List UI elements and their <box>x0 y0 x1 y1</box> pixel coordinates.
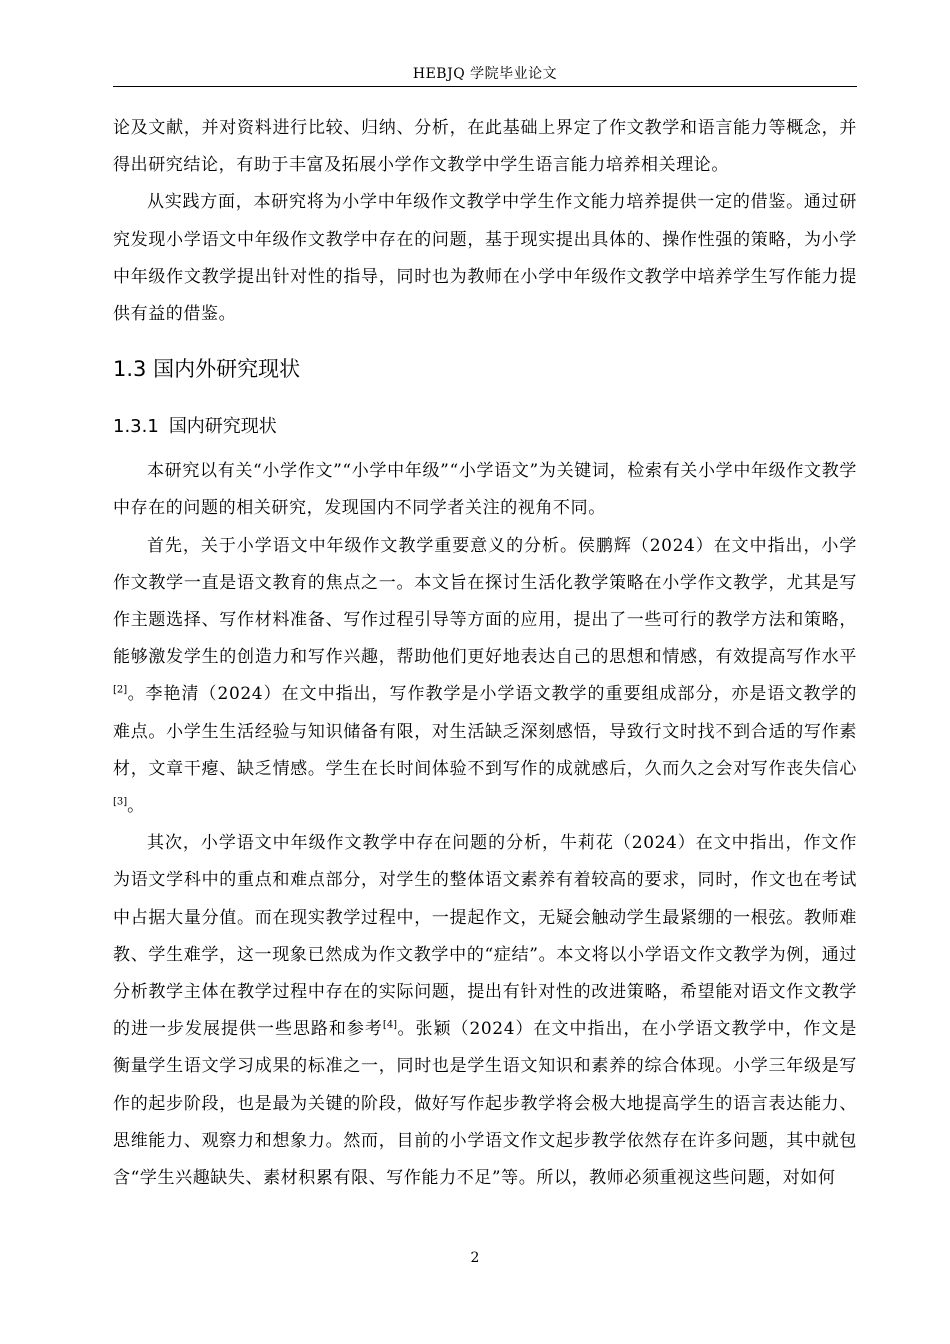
paragraph-problems <box>113 825 857 1197</box>
header-rule <box>113 86 857 87</box>
paragraph-continuation: 论及文献，并对资料进行比较、归纳、分析，在此基础上界定了作文教学和语言能力等概念，并得出研究结论，有助于丰富及拓展小学作文教学中学生语言能力培养相关理论。 <box>113 118 857 176</box>
citation-marker: [3] <box>113 796 128 808</box>
paragraph-significance <box>113 528 857 826</box>
paragraph-practice: 从实践方面，本研究将为小学中年级作文教学中学生作文能力培养提供一定的借鉴。通过研究发现小学语文中年级作文教学中存在的问题，基于现实提出具体的、操作性强的策略，为小学中年级作文教学提出针对性的指导，同时也为教师在小学中年级作文教学中培养学生写作能力提供有益的借鉴。 <box>113 192 857 325</box>
paragraph-text: 。张颖（2024）在文中指出，在小学语文教学中，作文是衡量学生语文学习成果的标准之一，同时也是学生语文知识和素养的综合体现。小学三年级是写作的起步阶段，也是最为关键的阶段，做好写作起步教学将会极大地提高学生的语言表达能力、思维能力、观察力和想象力。然而，目前的小学语文作文起步教学依然存在许多问题，其中就包含“学生兴趣缺失、素材积累有限、写作能力不足”等。所以，教师必须重视这些问题，对如何 <box>113 1019 858 1189</box>
citation-marker: [2] <box>113 684 128 696</box>
subsection-title: 国内研究现状 <box>168 416 277 438</box>
paragraph-text: 。 <box>127 796 145 817</box>
page-body <box>113 110 857 1197</box>
section-heading: 1.3 国内外研究现状 <box>113 357 301 382</box>
running-header: HEBJQ 学院毕业论文 <box>412 66 558 82</box>
paragraph-text: 。李艳清（2024）在文中指出，写作教学是小学语文教学的重要组成部分，亦是语文教学的难点。小学生生活经验与知识储备有限，对生活缺乏深刻感悟，导致行文时找不到合适的写作素材，文章干瘪、缺乏情感。学生在长时间体验不到写作的成就感后，久而久之会对写作丧失信心 <box>113 684 857 779</box>
page-number: 2 <box>470 1250 480 1266</box>
subsection-heading <box>113 409 857 445</box>
paragraph-text: 其次，小学语文中年级作文教学中存在问题的分析，牛莉花（2024）在文中指出，作文作为语文学科中的重点和难点部分，对学生的整体语文素养有着较高的要求，同时，作文也在考试中占据大量分值。而在现实教学过程中，一提起作文，无疑会触动学生最紧绷的一根弦。教师难教、学生难学，这一现象已然成为作文教学中的“症结”。本文将以小学语文作文教学为例，通过分析教学主体在教学过程中存在的实际问题，提出有针对性的改进策略，希望能对语文作文教学的进一步发展提供一些思路和参考 <box>113 833 857 1040</box>
paragraph-keywords: 本研究以有关“小学作文”“小学中年级”“小学语文”为关键词，检索有关小学中年级作文教学中存在的问题的相关研究，发现国内不同学者关注的视角不同。 <box>113 461 857 519</box>
citation-marker: [4] <box>382 1019 398 1031</box>
paragraph-text: 首先，关于小学语文中年级作文教学重要意义的分析。侯鹏辉（2024）在文中指出，小学作文教学一直是语文教育的焦点之一。本文旨在探讨生活化教学策略在小学作文教学，尤其是写作主题选择、写作材料准备、写作过程引导等方面的应用，提出了一些可行的教学方法和策略，能够激发学生的创造力和写作兴趣，帮助他们更好地表达自己的思想和情感，有效提高写作水平 <box>113 535 857 668</box>
subsection-number: 1.3.1 <box>113 416 159 438</box>
